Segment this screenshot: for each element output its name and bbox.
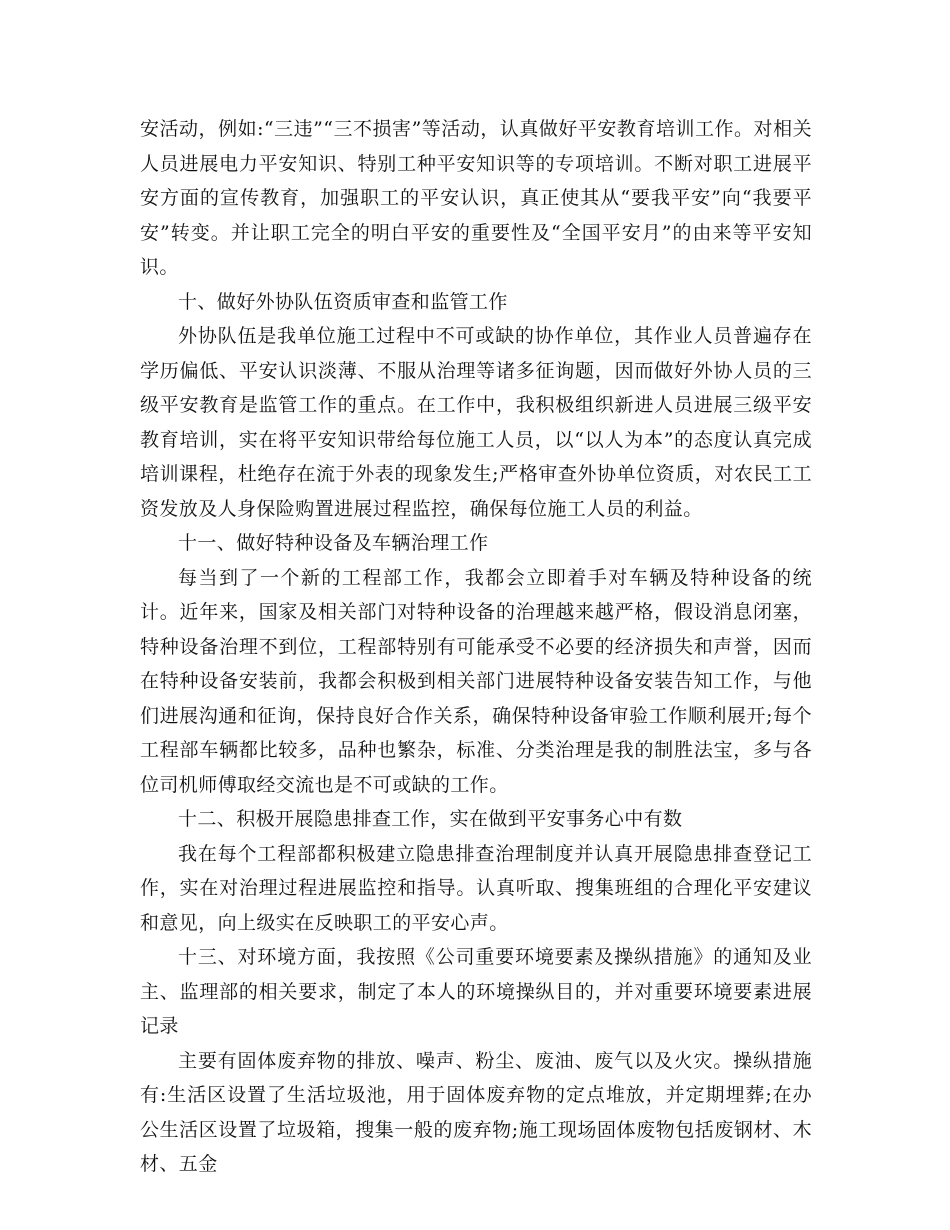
heading-section-11: 十一、做好特种设备及车辆治理工作 [178, 532, 489, 554]
heading-section-13: 十三、对环境方面，我按照《公司重要环境要素及操纵措施》的通知及业主、监理部的相关要求，制定了本人的环境操纵目的，并对重要环境要素进展记录 [140, 946, 812, 1037]
document-body [140, 112, 812, 1182]
heading-section-10: 十、做好外协队伍资质审查和监管工作 [178, 290, 508, 313]
heading-section-12: 十二、积极开展隐患排查工作，实在做到平安事务心中有数 [178, 808, 683, 830]
paragraph-contractor-supervision: 外协队伍是我单位施工过程中不可或缺的协作单位，其作业人员普遍存在学历偏低、平安认识淡薄、不服从治理等诸多征询题，因而做好外协人员的三级平安教育是监管工作的重点。在工作中，我积极组织新进人员进展三级平安教育培训，实在将平安知识带给每位施工人员，以“以人为本”的态度认真完成培训课程，杜绝存在流于外表的现象发生;严格审查外协单位资质，对农民工工资发放及人身保险购置进展过程监控，确保每位施工人员的利益。 [140, 325, 812, 520]
paragraph-environment-control: 主要有固体废弃物的排放、噪声、粉尘、废油、废气以及火灾。操纵措施有:生活区设置了生活垃圾池，用于固体废弃物的定点堆放，并定期埋葬;在办公生活区设置了垃圾箱，搜集一般的废弃物;施工现场固体废物包括废钢材、木材、五金 [140, 1049, 812, 1175]
paragraph-safety-training: 安活动，例如:“三违”“三不损害”等活动，认真做好平安教育培训工作。对相关人员进展电力平安知识、特别工种平安知识等的专项培训。不断对职工进展平安方面的宣传教育，加强职工的平安认识，真正使其从“要我平安”向“我要平安”转变。并让职工完全的明白平安的重要性及“全国平安月”的由来等平安知识。 [140, 118, 812, 278]
paragraph-hazard-inspection: 我在每个工程部都积极建立隐患排查治理制度并认真开展隐患排查登记工作，实在对治理过程进展监控和指导。认真听取、搜集班组的合理化平安建议和意见，向上级实在反映职工的平安心声。 [140, 842, 812, 934]
paragraph-equipment-management: 每当到了一个新的工程部工作，我都会立即着手对车辆及特种设备的统计。近年来，国家及相关部门对特种设备的治理越来越严格，假设消息闭塞，特种设备治理不到位，工程部特别有可能承受不必要的经济损失和声誉，因而在特种设备安装前，我都会积极到相关部门进展特种设备安装告知工作，与他们进展沟通和征询，保持良好合作关系，确保特种设备审验工作顺利展开;每个工程部车辆都比较多，品种也繁杂，标准、分类治理是我的制胜法宝，多与各位司机师傅取经交流也是不可或缺的工作。 [140, 566, 812, 796]
